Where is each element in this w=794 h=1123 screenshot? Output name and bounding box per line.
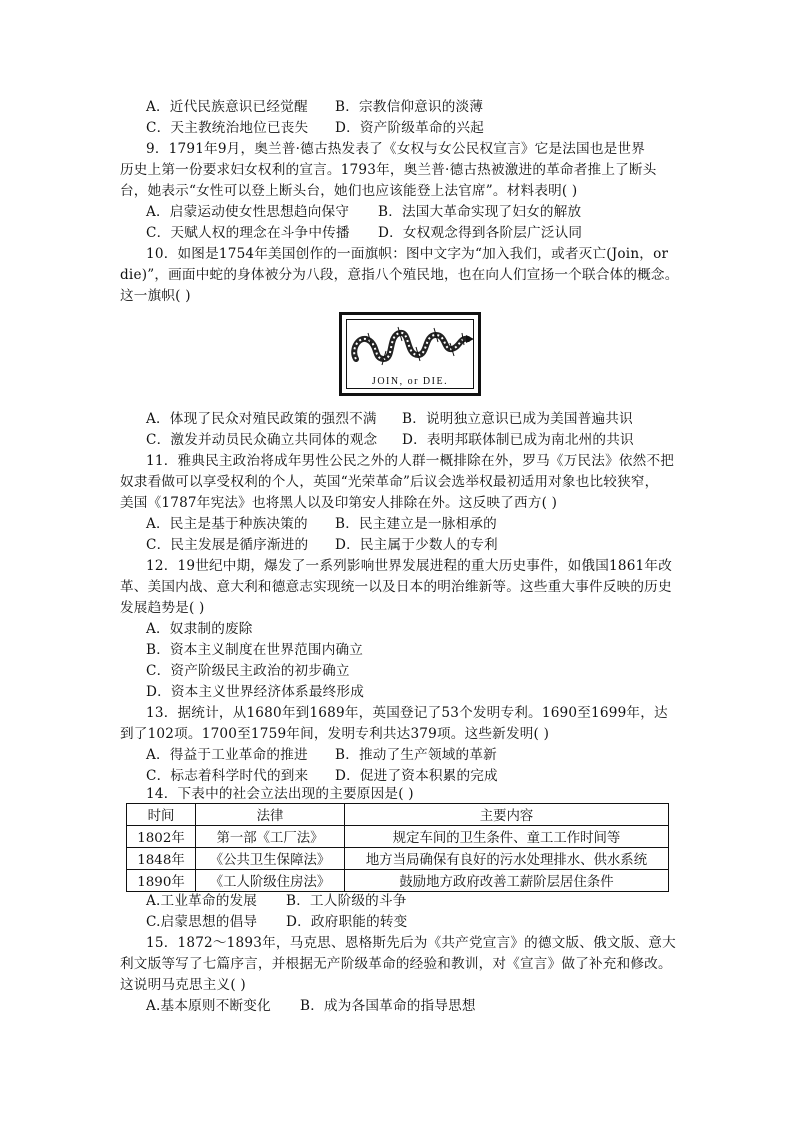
q15-stem-line-3: 这说明马克思主义( ) [120,977,246,993]
table-header-row [127,804,669,826]
table-cell: 《工人阶级住房法》 [196,870,345,892]
flag-caption: JOIN, or DIE. [371,376,449,387]
q12-option-d: D．资本主义世界经济体系最终形成 [146,684,365,700]
q9-option-b: B．法国大革命实现了妇女的解放 [378,204,582,220]
q11-stem-line-3: 美国《1787年宪法》也将黑人以及印第安人排除在外。这反映了西方( ) [120,495,558,511]
q13-option-d: D．促进了资本积累的完成 [335,768,498,784]
q14-option-c: C.启蒙思想的倡导 [146,914,258,930]
q8-option-d: D．资产阶级革命的兴起 [335,120,485,136]
q8-option-b: B．宗教信仰意识的淡薄 [335,99,484,115]
q14-option-a: A.工业革命的发展 [146,893,258,909]
q13-option-b: B．推动了生产领域的革新 [335,747,497,763]
table-cell: 规定车间的卫生条件、童工工作时间等 [345,826,669,848]
q12-stem-line-2: 革、美国内战、意大利和德意志实现统一以及日本的明治维新等。这些重大事件反映的历史 [120,579,672,595]
q11-stem-line-2: 奴隶看做可以享受权利的个人，英国“光荣革命”后议会选举权最初适用对象也比较狭窄， [120,474,659,490]
social-legislation-table [126,803,669,892]
q9-option-a: A．启蒙运动使女性思想趋向保守 [146,204,350,220]
q9-stem-line-3: 台，她表示“女性可以登上断头台，她们也应该能登上法官席”。材料表明( ) [120,183,578,199]
q12-option-b: B．资本主义制度在世界范围内确立 [146,642,364,658]
q10-option-a: A．体现了民众对殖民政策的强烈不满 [146,411,377,427]
q9-option-c: C．天赋人权的理念在斗争中传播 [146,225,350,241]
q12-stem-line-3: 发展趋势是( ) [120,600,205,616]
q14-option-b: B．工人阶级的斗争 [286,893,407,909]
table-row [127,848,669,870]
q13-option-a: A．得益于工业革命的推进 [146,747,308,763]
q14-stem-line-1: 14．下表中的社会立法出现的主要原因是( ) [146,786,414,802]
table-cell: 1890年 [127,870,196,892]
q11-stem-line-1: 11．雅典民主政治将成年男性公民之外的人群一概排除在外，罗马《万民法》依然不把 [146,453,675,469]
q12-option-c: C．资产阶级民主政治的初步确立 [146,663,350,679]
q15-stem-line-2: 利文版等写了七篇序言，并根据无产阶级革命的经验和教训，对《宣言》做了补充和修改。 [120,956,672,972]
q12-option-a: A．奴隶制的废除 [146,621,253,637]
table-cell: 1848年 [127,848,196,870]
q10-option-c: C．激发并动员民众确立共同体的观念 [146,432,378,448]
q10-option-b: B．说明独立意识已成为美国普遍共识 [402,411,633,427]
table-cell: 第一部《工厂法》 [196,826,345,848]
q8-option-a: A．近代民族意识已经觉醒 [146,99,308,115]
table-cell: 地方当局确保有良好的污水处理排水、供水系统 [345,848,669,870]
q11-option-b: B．民主建立是一脉相承的 [335,516,497,532]
q11-option-c: C．民主发展是循序渐进的 [146,537,309,553]
q10-option-d: D．表明邦联体制已成为南北州的共识 [402,432,634,448]
q10-stem-line-1: 10．如图是1754年美国创作的一面旗帜：图中文字为“加入我们，或者灭亡(Join，or [146,246,669,262]
table-cell: 1802年 [127,826,196,848]
table-cell: 《公共卫生保障法》 [196,848,345,870]
q9-stem-line-2: 历史上第一份要求妇女权利的宣言。1793年，奥兰普·德古热被激进的革命者推上了断头 [120,162,657,178]
q11-option-a: A．民主是基于种族决策的 [146,516,308,532]
q12-stem-line-1: 12．19世纪中期，爆发了一系列影响世界发展进程的重大历史事件，如俄国1861年改 [146,558,672,574]
q11-option-d: D．民主属于少数人的专利 [335,537,498,553]
q15-option-a: A.基本原则不断变化 [146,998,271,1014]
join-or-die-flag-image [339,312,481,396]
q10-stem-line-2: die)”，画面中蛇的身体被分为八段，意指八个殖民地，也在向人们宣扬一个联合体的概念。 [120,267,679,283]
q13-stem-line-2: 到了102项。1700至1759年间，发明专利共达379项。这些新发明( ) [120,726,550,742]
q9-stem-line-1: 9．1791年9月，奥兰普·德古热发表了《女权与女公民权宣言》它是法国也是世界 [146,141,646,157]
q9-option-d: D．女权观念得到各阶层广泛认同 [378,225,583,241]
q15-stem-line-1: 15．1872～1893年，马克思、恩格斯先后为《共产党宣言》的德文版、俄文版、意大 [146,935,676,951]
table-header-cell: 主要内容 [345,804,669,826]
table-cell: 鼓励地方政府改善工薪阶层居住条件 [345,870,669,892]
q14-option-d: D．政府职能的转变 [286,914,408,930]
q8-option-row-1 [146,98,308,116]
table-row [127,826,669,848]
q15-option-b: B．成为各国革命的指导思想 [300,998,476,1014]
q13-option-c: C．标志着科学时代的到来 [146,768,309,784]
table-header-cell: 时间 [127,804,196,826]
q8-option-c: C．天主教统治地位已丧失 [146,120,309,136]
table-header-cell: 法律 [196,804,345,826]
table-row [127,870,669,892]
q10-stem-line-3: 这一旗帜( ) [120,288,191,304]
q13-stem-line-1: 13．据统计，从1680年到1689年，英国登记了53个发明专利。1690至1699年，达 [146,705,668,721]
segmented-snake-illustration [348,319,474,371]
